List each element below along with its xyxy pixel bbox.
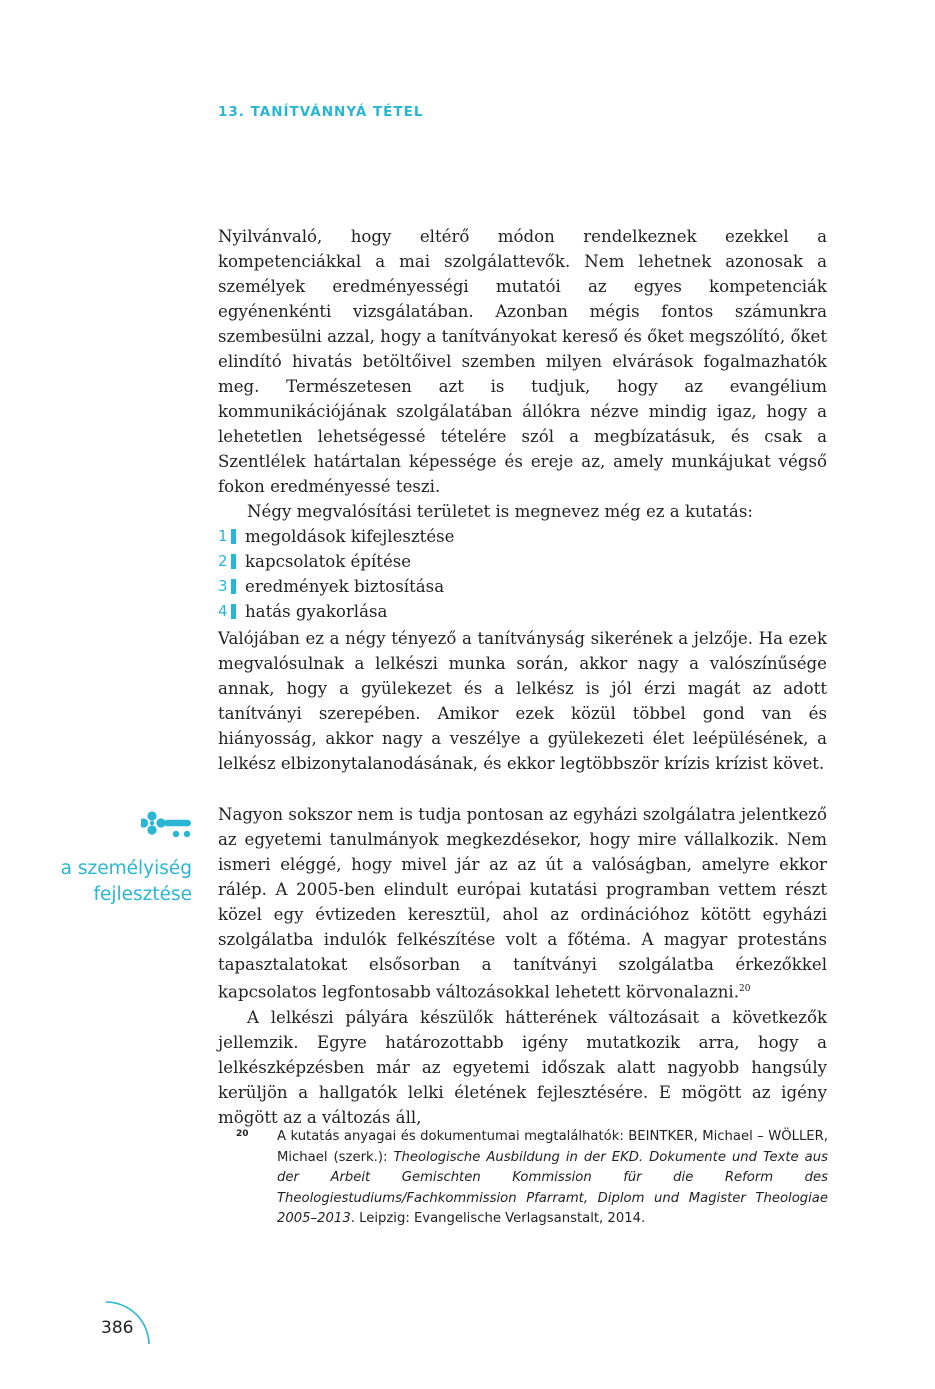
list-item: [218, 524, 827, 549]
paragraph: [218, 802, 827, 1005]
text-block-lower: [218, 802, 827, 1130]
chapter-title: 13. TANÍTVÁNNYÁ TÉTEL: [218, 104, 424, 120]
list-item: [218, 549, 827, 574]
footnote-book-title: Theologische Ausbildung in der EKD. Dokumente und Texte aus der Arbeit Gemischten Kommission für die Reform des Theologiestudiums/Fachkommission Pfarramt, Diplom und Magister Theologiae 2005–2013: [277, 1149, 828, 1226]
bar-marker-icon: [231, 579, 236, 594]
list-number: 2: [218, 552, 228, 570]
bar-marker-icon: [231, 604, 236, 619]
bar-marker-icon: [231, 554, 236, 569]
paragraph: Valójában ez a négy tényező a tanítványság sikerének a jelzője. Ha ezek megvalósulnak a lelkészi munka során, akkor nagy a valószínűsége annak, hogy a gyülekezet és a lelkész is jól érzi magát az adott tanítványi szerepében. Amikor ezek közül többel gond van és hiányosság, akkor nagy a veszélye a gyülekezeti élet leépülésének, a lelkész elbizonytalanodásának, és ekkor legtöbbször krízis krízist követ.: [218, 629, 827, 773]
text-block-middle: [218, 626, 827, 776]
footnote-text: [277, 1127, 828, 1230]
footnote: [236, 1127, 828, 1230]
sidebar-label: [40, 856, 192, 908]
footnote-number: 20: [236, 1129, 249, 1139]
bar-marker-icon: [231, 529, 236, 544]
text-block-intro: [218, 224, 827, 624]
list-item-text: kapcsolatok építése: [245, 552, 412, 571]
list-item: [218, 574, 827, 599]
paragraph: Négy megvalósítási területet is megnevez még ez a kutatás:: [247, 502, 753, 521]
paragraph: A lelkészi pályára készülők hátterének változásait a következők jellemzik. Egyre határozottabb igény mutatkozik arra, hogy a lelkészképzésben már az egyetemi időszak alatt nagyobb hangsúly kerüljön a hallgatók lelki életének fejlesztésére. E mögött az igény mögött az a változás áll,: [218, 1007, 827, 1127]
list-number: 4: [218, 602, 228, 620]
sidebar-label-line: fejlesztése: [93, 884, 192, 905]
list-item-text: hatás gyakorlása: [245, 602, 388, 621]
footnote-publisher: . Leipzig: Evangelische Verlagsanstalt, 2014.: [350, 1211, 646, 1226]
list-item-text: megoldások kifejlesztése: [245, 527, 455, 546]
footnote-reference: 20: [739, 984, 751, 994]
paragraph-text: Nagyon sokszor nem is tudja pontosan az egyházi szolgálatra jelentkező az egyetemi tanulmányok megkezdésekor, hogy mire vállalkozik. Nem ismeri eléggé, hogy mivel jár az az út a valóságban, amelyre ekkor rálép. A 2005-ben elindult európai kutatási programban vettem részt közel egy évtizeden keresztül, ahol az ordinációhoz kötött egyházi szolgálatba indulók felkészítése volt a főtéma. A magyar protestáns tapasztalatokat elsősorban a tanítványi szolgálatba érkezőkkel kapcsolatos legfontosabb változásokkal lehetett körvonalazni.: [218, 805, 827, 1002]
paragraph: Nyilvánvaló, hogy eltérő módon rendelkeznek ezekkel a kompetenciákkal a mai szolgálattevők. Nem lehetnek azonosak a személyek eredményességi mutatói az egyes kompetenciák egyénenkénti vizsgálatában. Azonban mégis fontos számunkra szembesülni azzal, hogy a tanítványokat kereső és őket megszólító, őket elindító hivatás betöltőivel szemben milyen elvárások fogalmazhatók meg. Természetesen azt is tudjuk, hogy az evangélium kommunikációjának szolgálatában állókra nézve mindig igaz, hogy a lehetetlen lehetségessé tételére szól a megbízatásuk, és csak a Szentlélek határtalan képessége és ereje az, amely munkájukat végső fokon eredményessé teszi.: [218, 227, 827, 496]
key-icon: [141, 808, 193, 848]
sidebar-label-line: a személyiség: [60, 858, 192, 879]
list-number: 1: [218, 527, 228, 545]
numbered-list: [218, 524, 827, 624]
footnote-citation: A kutatás anyagai és dokumentumai megtalálhatók: BEINTKER, Michael – WÖLLER, Michael (szerk.):: [277, 1129, 828, 1165]
list-item-text: eredmények biztosítása: [245, 577, 445, 596]
list-item: [218, 599, 827, 624]
page-number: 386: [101, 1318, 134, 1338]
list-number: 3: [218, 577, 228, 595]
